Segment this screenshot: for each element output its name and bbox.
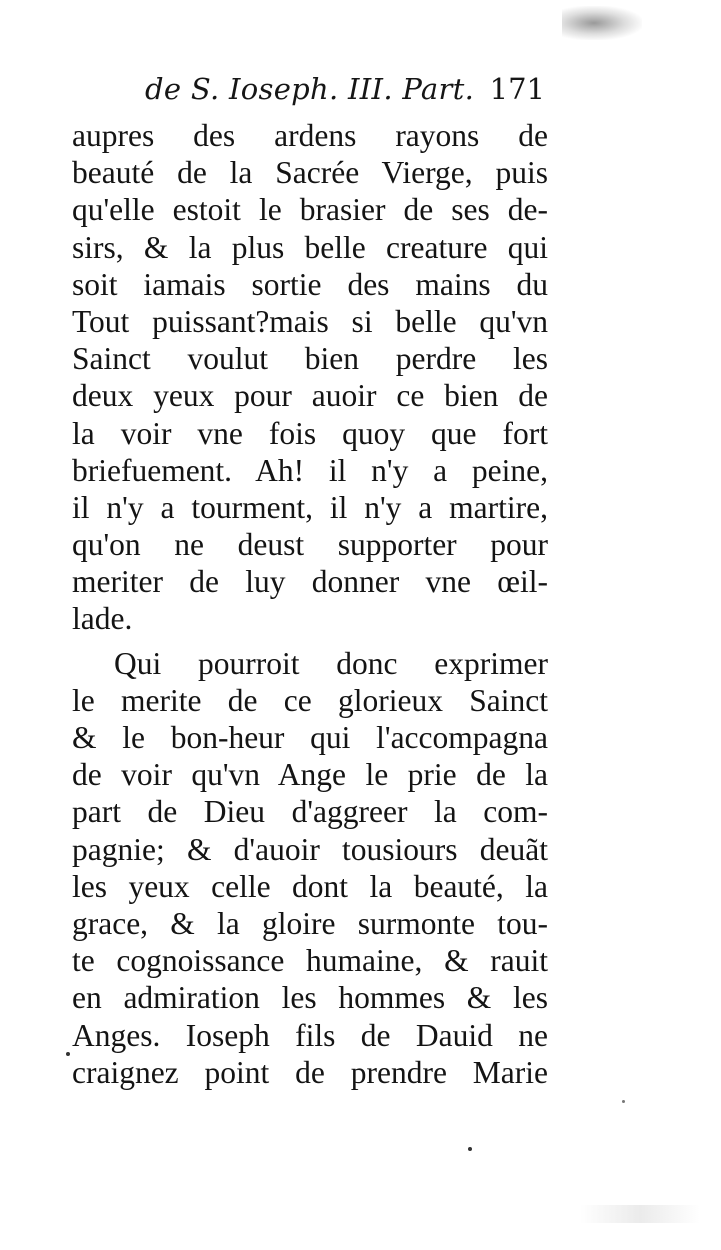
- text-line: de voir qu'vn Ange le prie de la: [72, 757, 548, 793]
- page-number: 171: [489, 72, 545, 106]
- body-text: [72, 117, 548, 1091]
- running-title: de S. Ioseph. III. Part.: [145, 72, 475, 106]
- text-line: soit iamais sortie des mains du: [72, 266, 548, 302]
- text-line: qu'elle estoit le brasier de ses de-: [72, 192, 548, 228]
- ink-speck: [622, 1100, 625, 1103]
- text-line: Qui pourroit donc exprimer: [114, 645, 548, 681]
- text-line: qu'on ne deust supporter pour: [72, 527, 548, 563]
- text-line: aupres des ardens rayons de: [72, 118, 548, 153]
- text-line: Anges. Ioseph fils de Dauid ne: [72, 1017, 548, 1053]
- ink-speck: [66, 1052, 70, 1056]
- text-line: Tout puissant?mais si belle qu'vn: [72, 303, 548, 339]
- text-line: le merite de ce glorieux Sainct: [72, 682, 548, 718]
- text-line: sirs, & la plus belle creature qui: [72, 229, 548, 265]
- text-line: & le bon-heur qui l'accompagna: [72, 720, 548, 755]
- text-line: grace, & la gloire surmonte tou-: [72, 905, 548, 941]
- scan-smudge: [562, 6, 642, 40]
- text-line: briefuement. Ah! il n'y a peine,: [72, 452, 548, 488]
- page-header: [145, 72, 555, 112]
- text-line: en admiration les hommes & les: [72, 980, 548, 1016]
- paragraph-gap: [72, 638, 548, 645]
- text-line: te cognoissance humaine, & rauit: [72, 943, 548, 979]
- text-line: meriter de luy donner vne œil-: [72, 564, 548, 600]
- ink-speck: [468, 1147, 472, 1151]
- text-line: deux yeux pour auoir ce bien de: [72, 378, 548, 414]
- text-line: les yeux celle dont la beauté, la: [72, 868, 548, 904]
- text-line: beauté de la Sacrée Vierge, puis: [72, 155, 548, 191]
- text-line: Sainct voulut bien perdre les: [72, 341, 548, 377]
- scan-watermark-area: [580, 1205, 700, 1223]
- text-line: lade.: [72, 601, 133, 637]
- text-line: la voir vne fois quoy que fort: [72, 415, 548, 451]
- text-line: part de Dieu d'aggreer la com-: [72, 794, 548, 830]
- text-line: pagnie; & d'auoir tousiours deuãt: [72, 831, 548, 867]
- text-line: il n'y a tourment, il n'y a martire,: [72, 489, 548, 525]
- text-line: craignez point de prendre Marie: [72, 1054, 548, 1090]
